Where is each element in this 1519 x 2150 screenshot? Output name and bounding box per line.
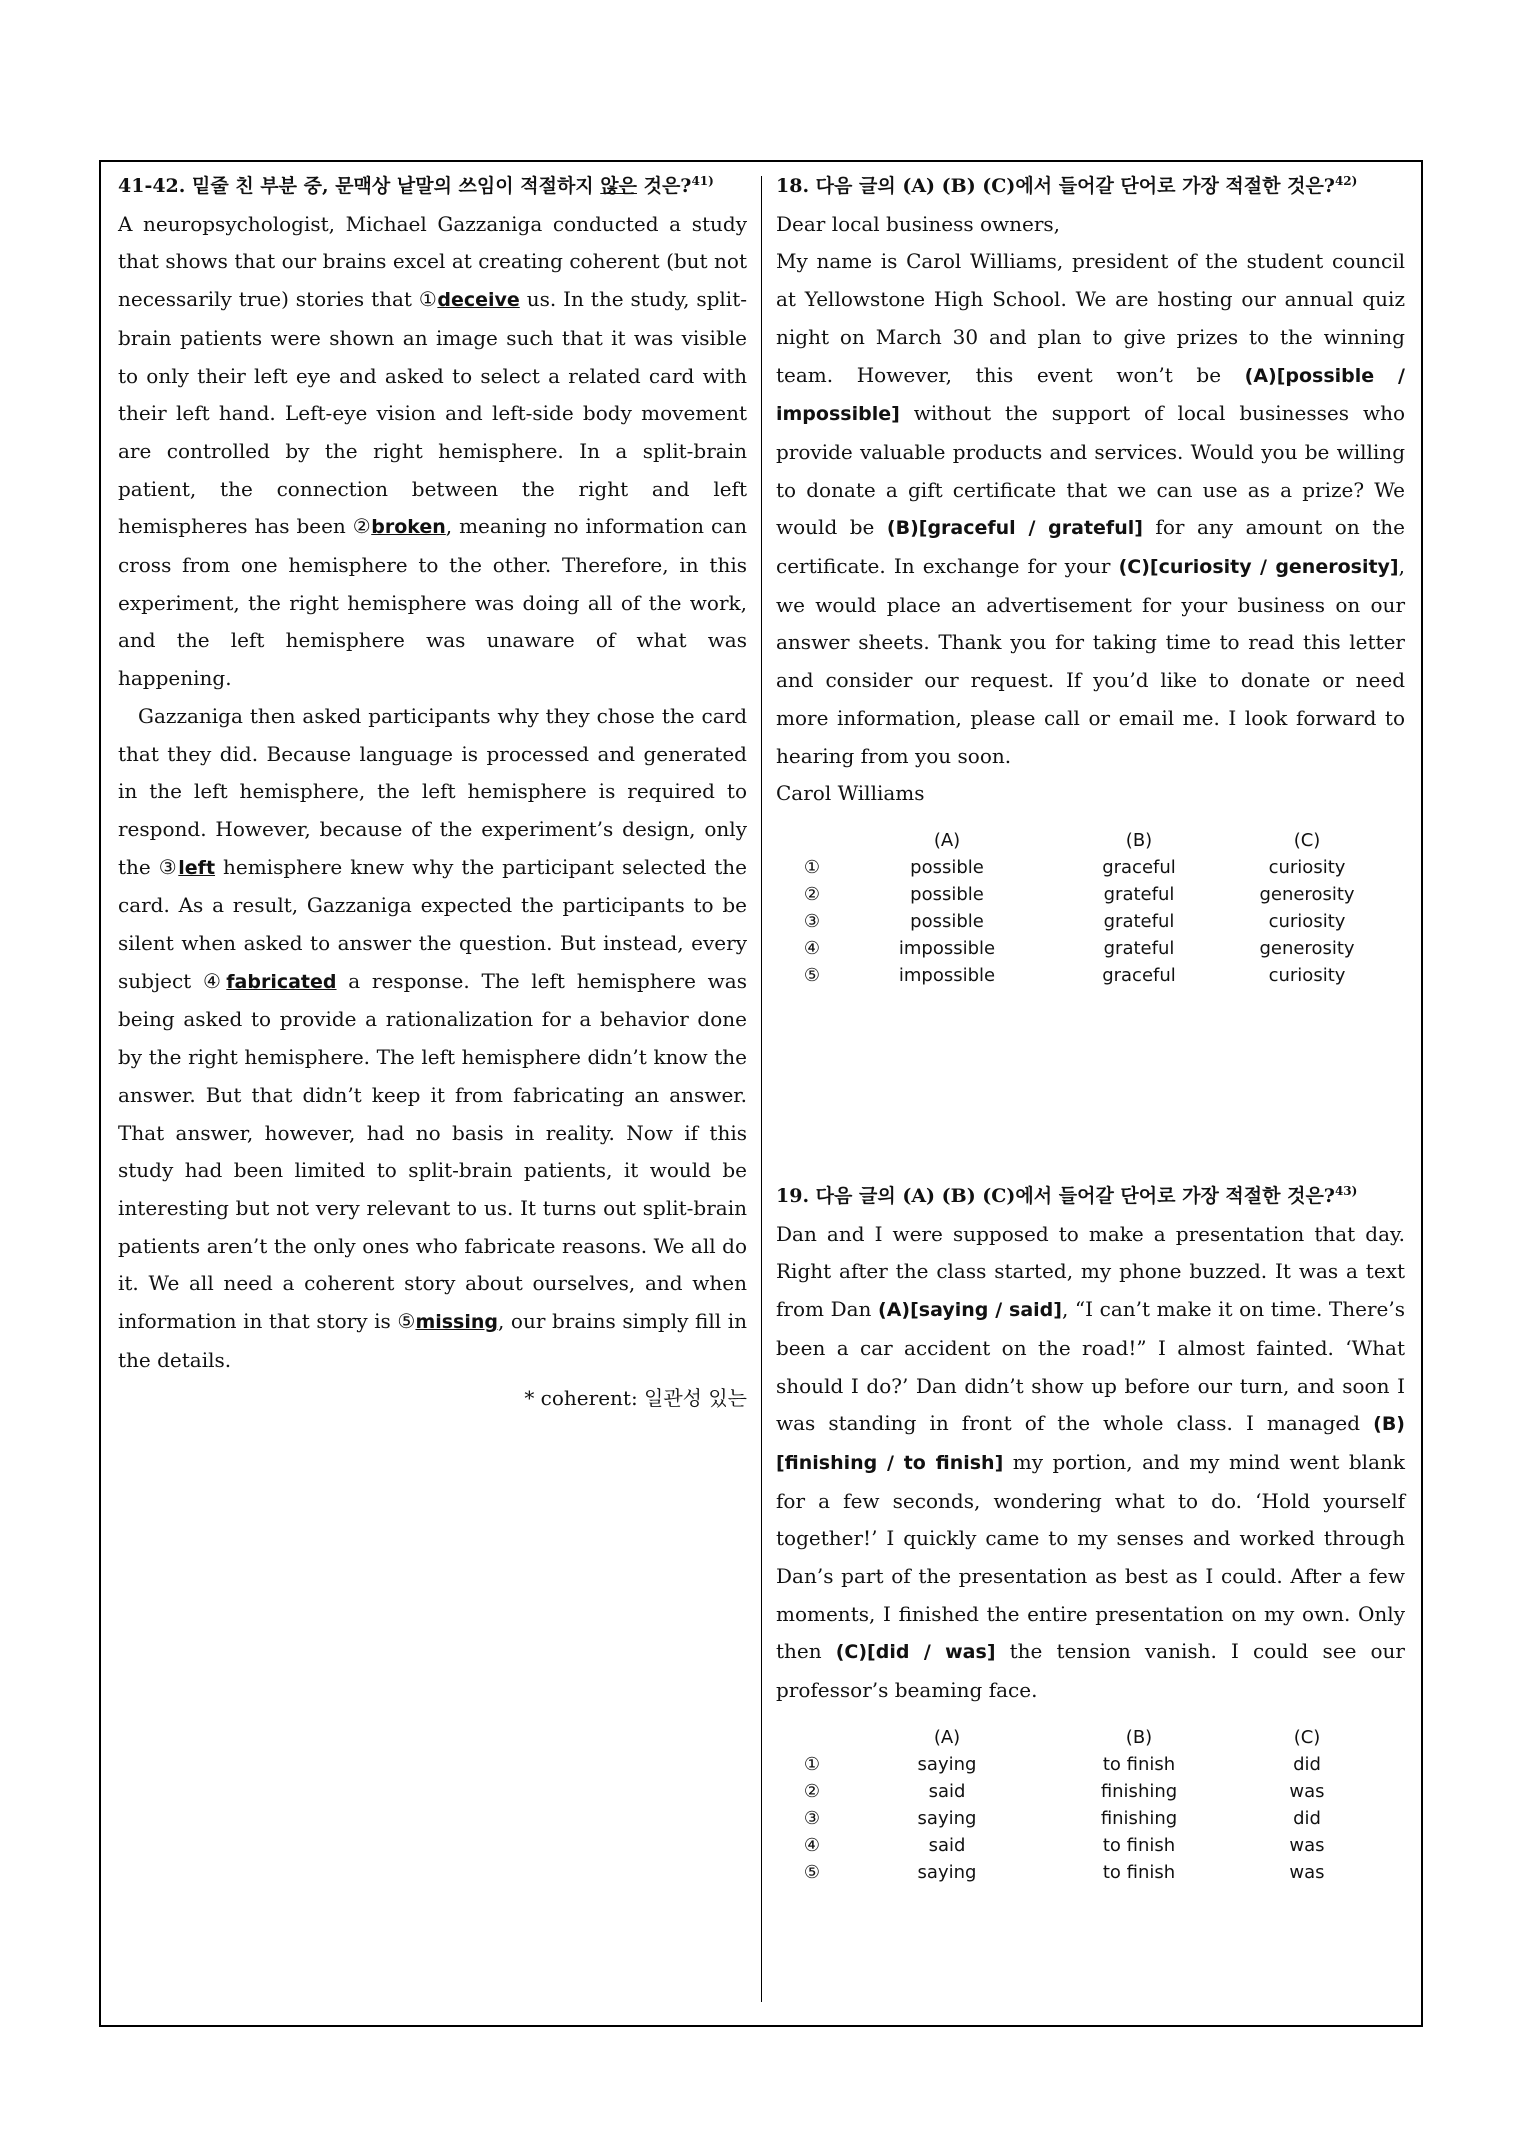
option-c: curiosity bbox=[1268, 856, 1346, 878]
option-row bbox=[776, 962, 1382, 989]
choice-bracket: (C)[curiosity / generosity] bbox=[1118, 556, 1399, 579]
option-column-header: (B) bbox=[1125, 829, 1153, 851]
option-c: was bbox=[1289, 1780, 1325, 1802]
option-c: was bbox=[1289, 1834, 1325, 1856]
text-run: A neuropsychologist, Michael Gazzaniga conducted a study that shows that our brains excel at creating coherent (but not necessarily true) stories that bbox=[118, 211, 747, 312]
option-b: graceful bbox=[1102, 856, 1176, 878]
option-c: generosity bbox=[1259, 937, 1355, 959]
option-row bbox=[776, 1859, 1382, 1886]
option-number: ④ bbox=[803, 1834, 821, 1856]
letter-body bbox=[776, 243, 1405, 775]
option-row bbox=[776, 1805, 1382, 1832]
underlined-word: broken bbox=[371, 516, 446, 539]
option-c: did bbox=[1293, 1807, 1321, 1829]
text-run: , we would place an advertisement for your business on our answer sheets. Thank you for taking time to read this letter and consider our request. If you’d like to donate or need more information, please call or email me. I look forward to hearing from you soon. bbox=[776, 554, 1405, 768]
option-row bbox=[776, 935, 1382, 962]
question-title-end: 것은? bbox=[636, 175, 692, 197]
option-b: finishing bbox=[1100, 1807, 1178, 1829]
circled-number: ④ bbox=[202, 968, 227, 993]
option-row bbox=[776, 854, 1382, 881]
option-b: grateful bbox=[1103, 910, 1175, 932]
option-column-header: (A) bbox=[933, 1726, 961, 1748]
option-row bbox=[776, 1778, 1382, 1805]
option-column-header: (A) bbox=[933, 829, 961, 851]
passage-paragraph bbox=[776, 1216, 1405, 1710]
option-b: to finish bbox=[1102, 1861, 1176, 1883]
footnote-reference: 43) bbox=[1334, 1184, 1358, 1198]
option-column-header: (C) bbox=[1293, 1726, 1321, 1748]
question-number: 19. bbox=[776, 1185, 810, 1207]
text-run: a response. The left hemisphere was being asked to provide a rationalization for a behavior done by the right hemisphere. The left hemisphere didn’t know the answer. But that didn’t keep it from fabricating an answer. That answer, however, had no basis in reality. Now if this study had been limited to split-brain patients, it would be interesting but not very relevant to us. It turns out split-brain patients aren’t the only ones who fabricate reasons. We all do it. We all need a coherent story about ourselves, and when information in that story is bbox=[118, 968, 747, 1334]
question-title: 밑줄 친 부분 중, 문맥상 낱말의 쓰임이 적절하지 bbox=[185, 175, 601, 197]
text-run: my portion, and my mind went blank for a few seconds, wondering what to do. ‘Hold yourself together!’ I quickly came to my senses and worked through Dan’s part of the presentation as best as I could. After a few moments, I finished the entire presentation on my own. Only then bbox=[776, 1449, 1405, 1664]
question-19 bbox=[776, 1178, 1405, 1886]
question-41-42 bbox=[118, 168, 747, 1417]
option-number: ① bbox=[803, 1753, 821, 1775]
option-number-header bbox=[776, 827, 848, 854]
option-b: grateful bbox=[1103, 883, 1175, 905]
options-header-row bbox=[776, 1724, 1382, 1751]
option-column-header: (C) bbox=[1293, 829, 1321, 851]
circled-number: ① bbox=[418, 287, 438, 312]
option-number: ⑤ bbox=[803, 1861, 821, 1883]
answer-options-table bbox=[776, 827, 1382, 989]
option-number: ② bbox=[803, 1780, 821, 1802]
text-run: for any amount on the certificate. In exchange for your bbox=[776, 515, 1405, 579]
question-header bbox=[776, 168, 1405, 206]
option-number: ④ bbox=[803, 937, 821, 959]
question-title: 다음 글의 (A) (B) (C)에서 들어갈 단어로 가장 적절한 것은? bbox=[809, 1185, 1335, 1207]
circled-number: ③ bbox=[158, 854, 179, 879]
option-number-header bbox=[776, 1724, 848, 1751]
option-a: impossible bbox=[898, 937, 996, 959]
choice-bracket: (B)[graceful / grateful] bbox=[886, 517, 1143, 540]
option-a: saying bbox=[917, 1807, 977, 1829]
option-number: ③ bbox=[803, 1807, 821, 1829]
underlined-word: deceive bbox=[437, 289, 520, 312]
option-column-header: (B) bbox=[1125, 1726, 1153, 1748]
vocabulary-footnote: * coherent: 일관성 있는 bbox=[524, 1385, 747, 1410]
passage-paragraph bbox=[118, 698, 747, 1380]
question-18 bbox=[776, 168, 1405, 989]
option-number: ③ bbox=[803, 910, 821, 932]
text-run: , our brains simply fill in the details. bbox=[118, 1309, 747, 1372]
passage-paragraph bbox=[118, 206, 747, 698]
option-c: was bbox=[1289, 1861, 1325, 1883]
question-title: 다음 글의 (A) (B) (C)에서 들어갈 단어로 가장 적절한 것은? bbox=[809, 175, 1335, 197]
option-number: ② bbox=[803, 883, 821, 905]
question-title-emphasis: 않은 bbox=[600, 175, 637, 197]
choice-bracket: (C)[did / was] bbox=[835, 1641, 996, 1664]
answer-options-table bbox=[776, 1724, 1382, 1886]
option-a: impossible bbox=[898, 964, 996, 986]
question-number: 41-42. bbox=[118, 175, 186, 197]
option-number: ⑤ bbox=[803, 964, 821, 986]
option-c: generosity bbox=[1259, 883, 1355, 905]
text-run: without the support of local businesses who provide valuable products and services. Would you be willing to donate a gift certificate that we can use as a prize? We would be bbox=[776, 401, 1405, 540]
footnote-reference: 41) bbox=[691, 174, 714, 188]
option-a: possible bbox=[910, 856, 984, 878]
option-a: saying bbox=[917, 1753, 977, 1775]
underlined-word: missing bbox=[415, 1311, 499, 1334]
option-c: curiosity bbox=[1268, 910, 1346, 932]
choice-bracket: (A)[saying / said] bbox=[878, 1299, 1062, 1322]
options-header-row bbox=[776, 827, 1382, 854]
text-run: Dan and I were supposed to make a presentation that day. Right after the class started, my phone buzzed. It was a text from Dan bbox=[776, 1221, 1405, 1322]
text-run: the tension vanish. I could see our professor’s beaming face. bbox=[776, 1639, 1405, 1703]
option-a: saying bbox=[917, 1861, 977, 1883]
text-run: , “I can’t make it on time. There’s been a car accident on the road!” I almost fainted. ‘What should I do?’ Dan didn’t show up before our turn, and soon I was standing in front of the whole class. I managed bbox=[776, 1297, 1405, 1436]
option-a: possible bbox=[910, 910, 984, 932]
option-b: grateful bbox=[1103, 937, 1175, 959]
letter-signature: Carol Williams bbox=[776, 781, 925, 806]
column-divider bbox=[761, 176, 762, 2002]
underlined-word: left bbox=[178, 856, 216, 879]
option-b: finishing bbox=[1100, 1780, 1178, 1802]
underlined-word: fabricated bbox=[226, 970, 337, 993]
text-run: Gazzaniga then asked participants why they chose the card that they did. Because language is processed and generated in the left hemisphere, the left hemisphere is required to respond. However, because of the experiment’s design, only the bbox=[118, 703, 747, 879]
option-row bbox=[776, 1751, 1382, 1778]
option-a: said bbox=[928, 1780, 966, 1802]
text-run: hemisphere knew why the participant selected the card. As a result, Gazzaniga expected the participants to be silent when asked to answer the question. But instead, every subject bbox=[118, 854, 747, 993]
option-c: did bbox=[1293, 1753, 1321, 1775]
option-a: said bbox=[928, 1834, 966, 1856]
circled-number: ② bbox=[352, 514, 372, 539]
circled-number: ⑤ bbox=[397, 1309, 416, 1334]
option-row bbox=[776, 1832, 1382, 1859]
question-header bbox=[776, 1178, 1405, 1216]
option-number: ① bbox=[803, 856, 821, 878]
option-b: graceful bbox=[1102, 964, 1176, 986]
option-row bbox=[776, 881, 1382, 908]
question-number: 18. bbox=[776, 175, 810, 197]
option-row bbox=[776, 908, 1382, 935]
letter-salutation: Dear local business owners, bbox=[776, 211, 1061, 236]
option-c: curiosity bbox=[1268, 964, 1346, 986]
choice-bracket: (B)[finishing / to finish] bbox=[776, 1413, 1405, 1474]
choice-bracket: (A)[possible / impossible] bbox=[776, 364, 1405, 426]
option-b: to finish bbox=[1102, 1753, 1176, 1775]
question-header bbox=[118, 168, 747, 206]
option-a: possible bbox=[910, 883, 984, 905]
option-b: to finish bbox=[1102, 1834, 1176, 1856]
text-run: My name is Carol Williams, president of the student council at Yellowstone High School. We are hosting our annual quiz night on March 30 and plan to give prizes to the winning team. However, this event won’t be bbox=[776, 249, 1405, 387]
text-run: , meaning no information can cross from one hemisphere to the other. Therefore, in this experiment, the right hemisphere was doing all of the work, and the left hemisphere was unaware of what was happening. bbox=[118, 514, 747, 691]
footnote-reference: 42) bbox=[1334, 174, 1358, 188]
text-run: us. In the study, split-brain patients were shown an image such that it was visible to only their left eye and asked to select a related card with their left hand. Left-eye vision and left-side body movement are controlled by the right hemisphere. In a split-brain patient, the connection between the right and left hemispheres has been bbox=[118, 287, 748, 539]
